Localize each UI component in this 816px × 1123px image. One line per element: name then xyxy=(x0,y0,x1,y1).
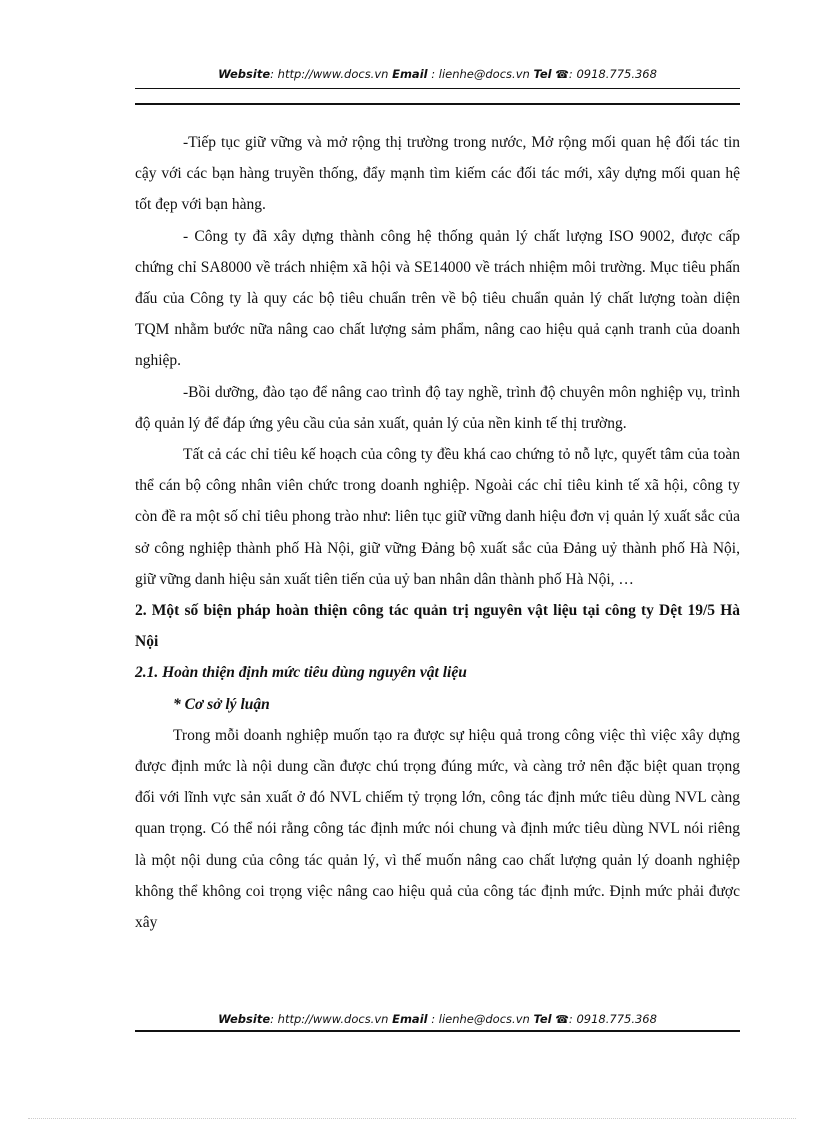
header-website-label: Website xyxy=(218,67,271,81)
section-heading-2-1: 2.1. Hoàn thiện định mức tiêu dùng nguyên vật liệu xyxy=(135,664,467,682)
paragraph-1: -Tiếp tục giữ vững và mở rộng thị trường trong nước, Mở rộng mối quan hệ đối tác tin cậy với các bạn hàng truyền thống, đẩy mạnh tìm kiếm các đối tác mới, xây dựng mối quan hệ tốt đẹp với bạn hàng. xyxy=(135,134,740,214)
header-email-label: Email xyxy=(392,67,428,81)
header-website-url[interactable]: : http://www.docs.vn xyxy=(270,67,389,81)
footer-email-label: Email xyxy=(392,1012,428,1026)
header-tel-value: : 0918.775.368 xyxy=(568,67,657,81)
page-bottom-dotted-border xyxy=(28,1118,796,1119)
document-body xyxy=(135,127,740,938)
paragraph-5: Trong mỗi doanh nghiệp muốn tạo ra được sự hiệu quả trong công việc thì việc xây dựng được định mức là nội dung cần được chú trọng đúng mức, và càng trở nên đặc biệt quan trọng đối với lĩnh vực sản xuất ở đó NVL chiếm tỷ trọng lớn, công tác định mức tiêu dùng NVL càng quan trọng. Có thể nói rằng công tác định mức nói chung và định mức tiêu dùng NVL nói riêng là một nội dung của công tác quản lý, vì thế muốn nâng cao chất lượng quản lý doanh nghiệp không thể không coi trọng việc nâng cao hiệu quả của công tác định mức. Định mức phải được xây xyxy=(135,726,740,932)
header-rule-thin xyxy=(135,88,740,89)
footer-tel-value: : 0918.775.368 xyxy=(568,1012,657,1026)
phone-icon: ☎ xyxy=(555,68,569,81)
phone-icon: ☎ xyxy=(555,1013,569,1026)
paragraph-3: -Bồi dưỡng, đào tạo để nâng cao trình độ tay nghề, trình độ chuyên môn nghiệp vụ, trình độ quản lý để đáp ứng yêu cầu của sản xuất, quản lý của nền kinh tế thị trường. xyxy=(135,383,740,432)
footer-rule xyxy=(135,1030,740,1032)
header-email-value[interactable]: : lienhe@docs.vn xyxy=(431,67,530,81)
footer-website-url[interactable]: : http://www.docs.vn xyxy=(270,1012,389,1026)
footer-email-value[interactable]: : lienhe@docs.vn xyxy=(431,1012,530,1026)
paragraph-2: - Công ty đã xây dựng thành công hệ thống quản lý chất lượng ISO 9002, được cấp chứng chỉ SA8000 về trách nhiệm xã hội và SE14000 về trách nhiệm môi trường. Mục tiêu phấn đấu của Công ty là quy các bộ tiêu chuẩn trên về bộ tiêu chuẩn quản lý chất lượng toàn diện TQM nhằm bước nữa nâng cao chất lượng sảm phẩm, nâng cao hiệu quả cạnh tranh của doanh nghiệp. xyxy=(135,227,740,370)
page-footer xyxy=(135,1012,740,1026)
header-tel-label: Tel xyxy=(533,67,552,81)
header-rule-thick xyxy=(135,103,740,105)
page-header xyxy=(135,67,740,81)
footer-tel-label: Tel xyxy=(533,1012,552,1026)
subheading-co-so-ly-luan: * Cơ sở lý luận xyxy=(173,695,270,713)
footer-website-label: Website xyxy=(218,1012,271,1026)
section-heading-2: 2. Một số biện pháp hoàn thiện công tác quản trị nguyên vật liệu tại công ty Dệt 19/5 Hà Nội xyxy=(135,602,740,651)
paragraph-4: Tất cả các chỉ tiêu kế hoạch của công ty đều khá cao chứng tỏ nỗ lực, quyết tâm của toàn thể cán bộ công nhân viên chức trong doanh nghiệp. Ngoài các chỉ tiêu kinh tế xã hội, công ty còn đề ra một số chỉ tiêu phong trào như: liên tục giữ vững danh hiệu đơn vị quản lý xuất sắc của sở công nghiệp thành phố Hà Nội, giữ vững Đảng bộ xuất sắc của Đảng uỷ thành phố Hà Nội, giữ vững danh hiệu sản xuất tiên tiến của uỷ ban nhân dân thành phố Hà Nội, … xyxy=(135,446,740,588)
